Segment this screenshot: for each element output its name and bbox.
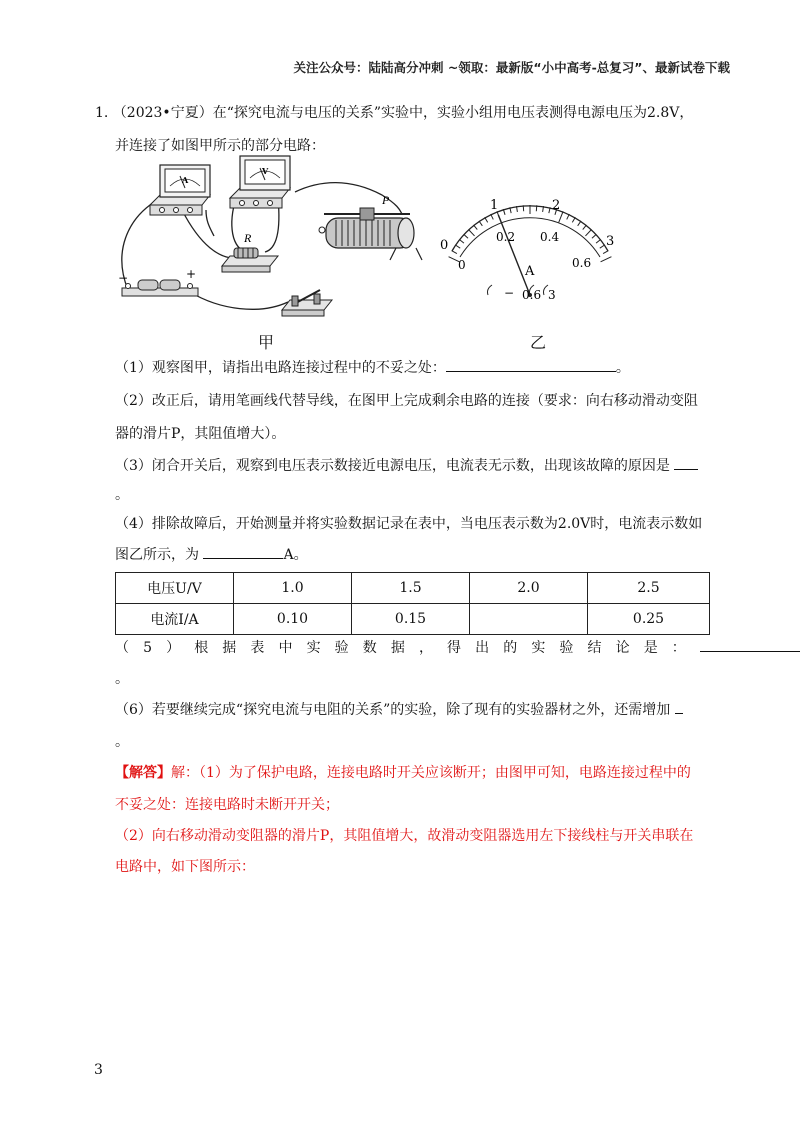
- dial-terminal-minus: −: [504, 286, 515, 300]
- dial-terminal-3: 3: [548, 288, 556, 302]
- answer-line-1: 【解答】解：（1）为了保护电路，连接电路时开关应该断开；由图甲可知，电路连接过程中的: [115, 765, 691, 781]
- dial-top-2: 2: [552, 198, 561, 213]
- part-4-line-2: 图乙所示，为 A。: [115, 547, 308, 563]
- part-5: （ 5 ） 根 据 表 中 实 验 数 据 ， 得 出 的 实 验 结 论 是 ：: [115, 638, 800, 658]
- switch: [282, 290, 332, 316]
- resistor: [222, 231, 278, 272]
- dial-tick: [596, 239, 601, 243]
- question-line-2: 并连接了如图甲所示的部分电路：: [115, 138, 325, 154]
- ammeter: [150, 165, 210, 215]
- answer-line-2: 不妥之处：连接电路时未断开开关；: [115, 797, 339, 813]
- part-6-end: 。: [115, 734, 129, 750]
- dial-tick: [603, 251, 608, 254]
- dial-tick: [455, 245, 460, 248]
- dial-tick: [468, 229, 474, 236]
- dial-needle: [498, 215, 530, 295]
- dial-bottom-3: 0.6: [572, 256, 592, 270]
- ammeter-dial: [430, 185, 630, 310]
- dial-top-0: 0: [440, 238, 449, 253]
- ammeter-label: A: [182, 175, 189, 185]
- dial-tick: [600, 245, 605, 248]
- dial-tick: [459, 239, 464, 243]
- dial-tick: [474, 225, 478, 230]
- part-2-line-2: 器的滑片P，其阻值增大）。: [115, 426, 286, 442]
- dial-bottom-2: 0.4: [540, 230, 560, 244]
- figure-label-yi: 乙: [530, 333, 547, 352]
- dial-tick: [585, 229, 591, 236]
- part-3: （3）闭合开关后，观察到电压表示数接近电源电压，电流表无示数，出现该故障的原因是: [115, 456, 698, 476]
- question-line-1: 1. （2023•宁夏）在“探究电流与电压的关系”实验中，实验小组用电压表测得电源电压为2.8V，: [95, 105, 694, 121]
- dial-top-1: 1: [490, 198, 499, 213]
- dial-tick: [583, 225, 587, 230]
- answer-line-3: （2）向右移动滑动变阻器的滑片P，其阻值增大，故滑动变阻器选用左下接线柱与开关串联在: [115, 828, 694, 844]
- circuit-diagram: [110, 150, 440, 330]
- table-cell: 1.5: [352, 573, 470, 604]
- dial-terminal-06: 0.6: [522, 288, 542, 302]
- page-header: 关注公众号：陆陆高分冲刺 ~领取：最新版“小中高考-总复习”、最新试卷下载: [293, 60, 730, 75]
- voltmeter-label: V: [262, 166, 269, 176]
- dial-bottom-1: 0.2: [496, 230, 516, 244]
- table-cell: 2.5: [588, 573, 710, 604]
- table-cell: 0.10: [234, 604, 352, 635]
- dial-tick: [452, 251, 457, 254]
- table-cell: 2.0: [470, 573, 588, 604]
- dial-tick: [479, 221, 482, 226]
- battery-plus-label: +: [186, 267, 197, 281]
- dial-tick: [464, 234, 468, 238]
- part-3-end: 。: [115, 487, 129, 503]
- dial-bottom-0: 0: [458, 258, 466, 272]
- page-number: 3: [94, 1062, 103, 1078]
- part-5-end: 。: [115, 671, 129, 687]
- sliding-rheostat: [319, 193, 422, 260]
- table-cell: 1.0: [234, 573, 352, 604]
- battery: [118, 267, 198, 296]
- resistor-label: R: [244, 231, 252, 245]
- voltmeter: [230, 156, 290, 208]
- dial-tick: [578, 221, 581, 226]
- dial-tick: [592, 234, 596, 238]
- answer-line-4: 电路中，如下图所示：: [115, 859, 255, 875]
- table-cell: 电流I/A: [116, 604, 234, 635]
- table-row: [116, 604, 710, 635]
- answer-tag: 【解答】: [115, 765, 171, 781]
- part-2-line-1: （2）改正后，请用笔画线代替导线，在图甲上完成剩余电路的连接（要求：向右移动滑动变阻: [115, 393, 698, 409]
- table-cell: 0.25: [588, 604, 710, 635]
- dial-tick: [601, 257, 612, 262]
- table-cell: [470, 604, 588, 635]
- dial-unit: A: [525, 264, 535, 279]
- table-row: [116, 573, 710, 604]
- battery-minus-label: −: [118, 271, 129, 285]
- dial-top-3: 3: [606, 234, 615, 249]
- table-cell: 0.15: [352, 604, 470, 635]
- part-4-line-1: （4）排除故障后，开始测量并将实验数据记录在表中，当电压表示数为2.0V时，电流表示数如: [115, 516, 703, 532]
- data-table: [115, 572, 710, 635]
- part-1: （1）观察图甲，请指出电路连接过程中的不妥之处： 。: [115, 360, 630, 376]
- slider-label: P: [382, 193, 390, 207]
- figure-label-jia: 甲: [258, 333, 275, 352]
- table-cell: 电压U/V: [116, 573, 234, 604]
- part-6: （6）若要继续完成“探究电流与电阻的关系”的实验，除了现有的实验器材之外，还需增加: [115, 700, 683, 720]
